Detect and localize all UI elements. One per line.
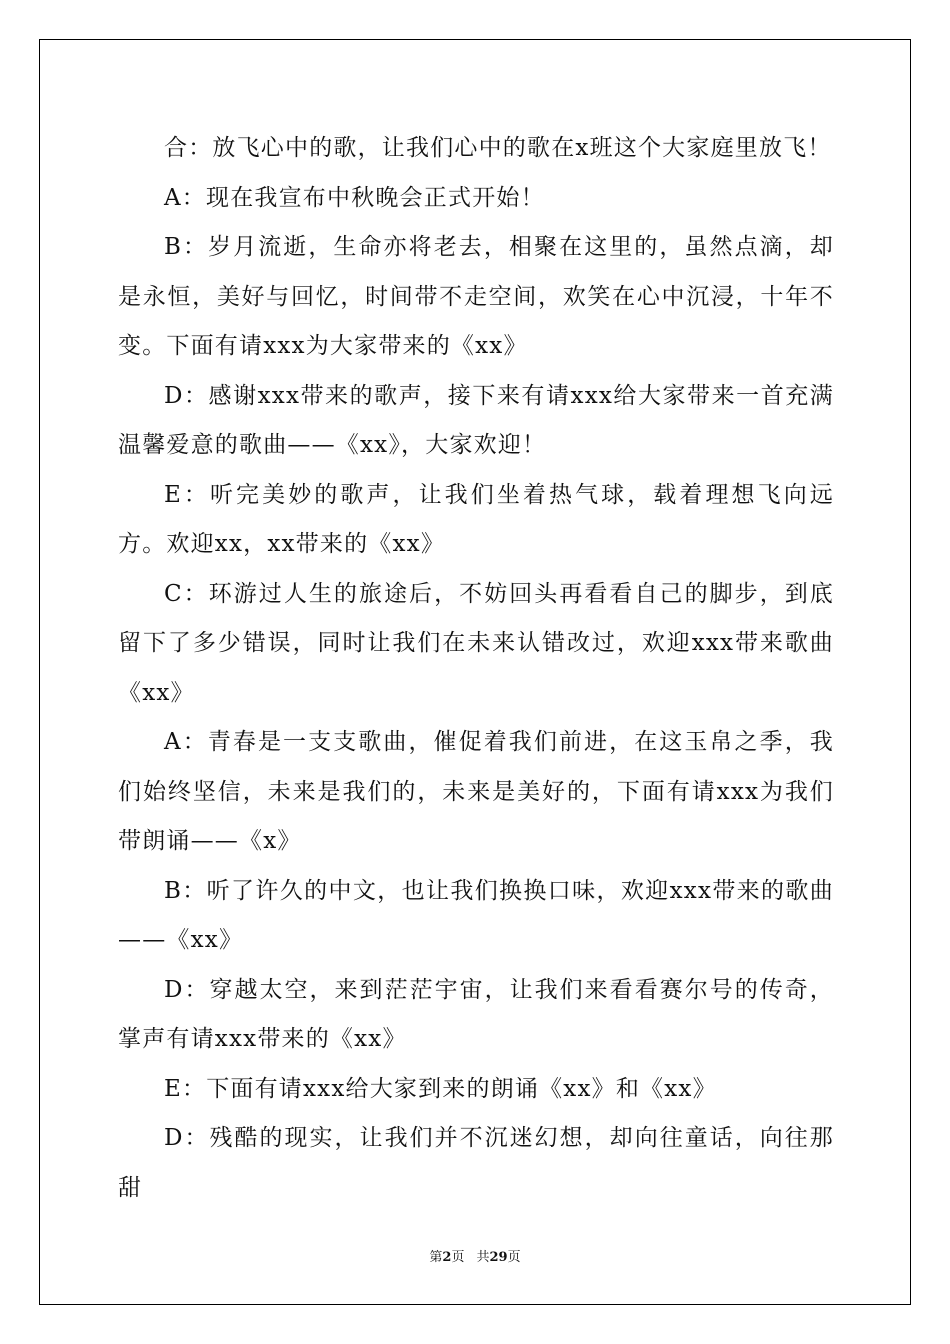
document-body <box>118 124 834 1213</box>
total-pages: 29 <box>489 1250 508 1265</box>
page-suffix: 页 <box>451 1250 465 1265</box>
paragraph: B：听了许久的中文，也让我们换换口味，欢迎xxx带来的歌曲——《xx》 <box>118 877 834 953</box>
page-number: 2 <box>442 1250 452 1265</box>
paragraph: A：青春是一支支歌曲，催促着我们前进，在这玉帛之季，我们始终坚信，未来是我们的，未来是美好的，下面有请xxx为我们带朗诵——《x》 <box>118 729 834 854</box>
paragraph: E：听完美妙的歌声，让我们坐着热气球，载着理想飞向远方。欢迎xx，xx带来的《xx》 <box>118 481 834 557</box>
paragraph: B：岁月流逝，生命亦将老去，相聚在这里的，虽然点滴，却是永恒，美好与回忆，时间带不走空间，欢笑在心中沉浸，十年不变。下面有请xxx为大家带来的《xx》 <box>118 234 834 359</box>
paragraph: E：下面有请xxx给大家到来的朗诵《xx》和《xx》 <box>164 1075 717 1102</box>
paragraph: D：穿越太空，来到茫茫宇宙，让我们来看看赛尔号的传奇，掌声有请xxx带来的《xx》 <box>118 976 834 1052</box>
paragraph: A：现在我宣布中秋晚会正式开始！ <box>164 184 545 211</box>
total-suffix: 页 <box>507 1250 521 1265</box>
paragraph: 合：放飞心中的歌，让我们心中的歌在x班这个大家庭里放飞！ <box>164 135 832 161</box>
total-prefix: 共 <box>476 1250 490 1265</box>
paragraph: D：感谢xxx带来的歌声，接下来有请xxx给大家带来一首充满温馨爱意的歌曲——《xx》，大家欢迎！ <box>118 382 834 458</box>
paragraph: C：环游过人生的旅途后，不妨回头再看看自己的脚步，到底留下了多少错误，同时让我们在未来认错改过，欢迎xxx带来歌曲《xx》 <box>118 580 834 706</box>
paragraph: D：残酷的现实，让我们并不沉迷幻想，却向往童话，向往那甜 <box>118 1125 834 1201</box>
page-prefix: 第 <box>429 1250 443 1265</box>
page-footer <box>0 1250 950 1266</box>
